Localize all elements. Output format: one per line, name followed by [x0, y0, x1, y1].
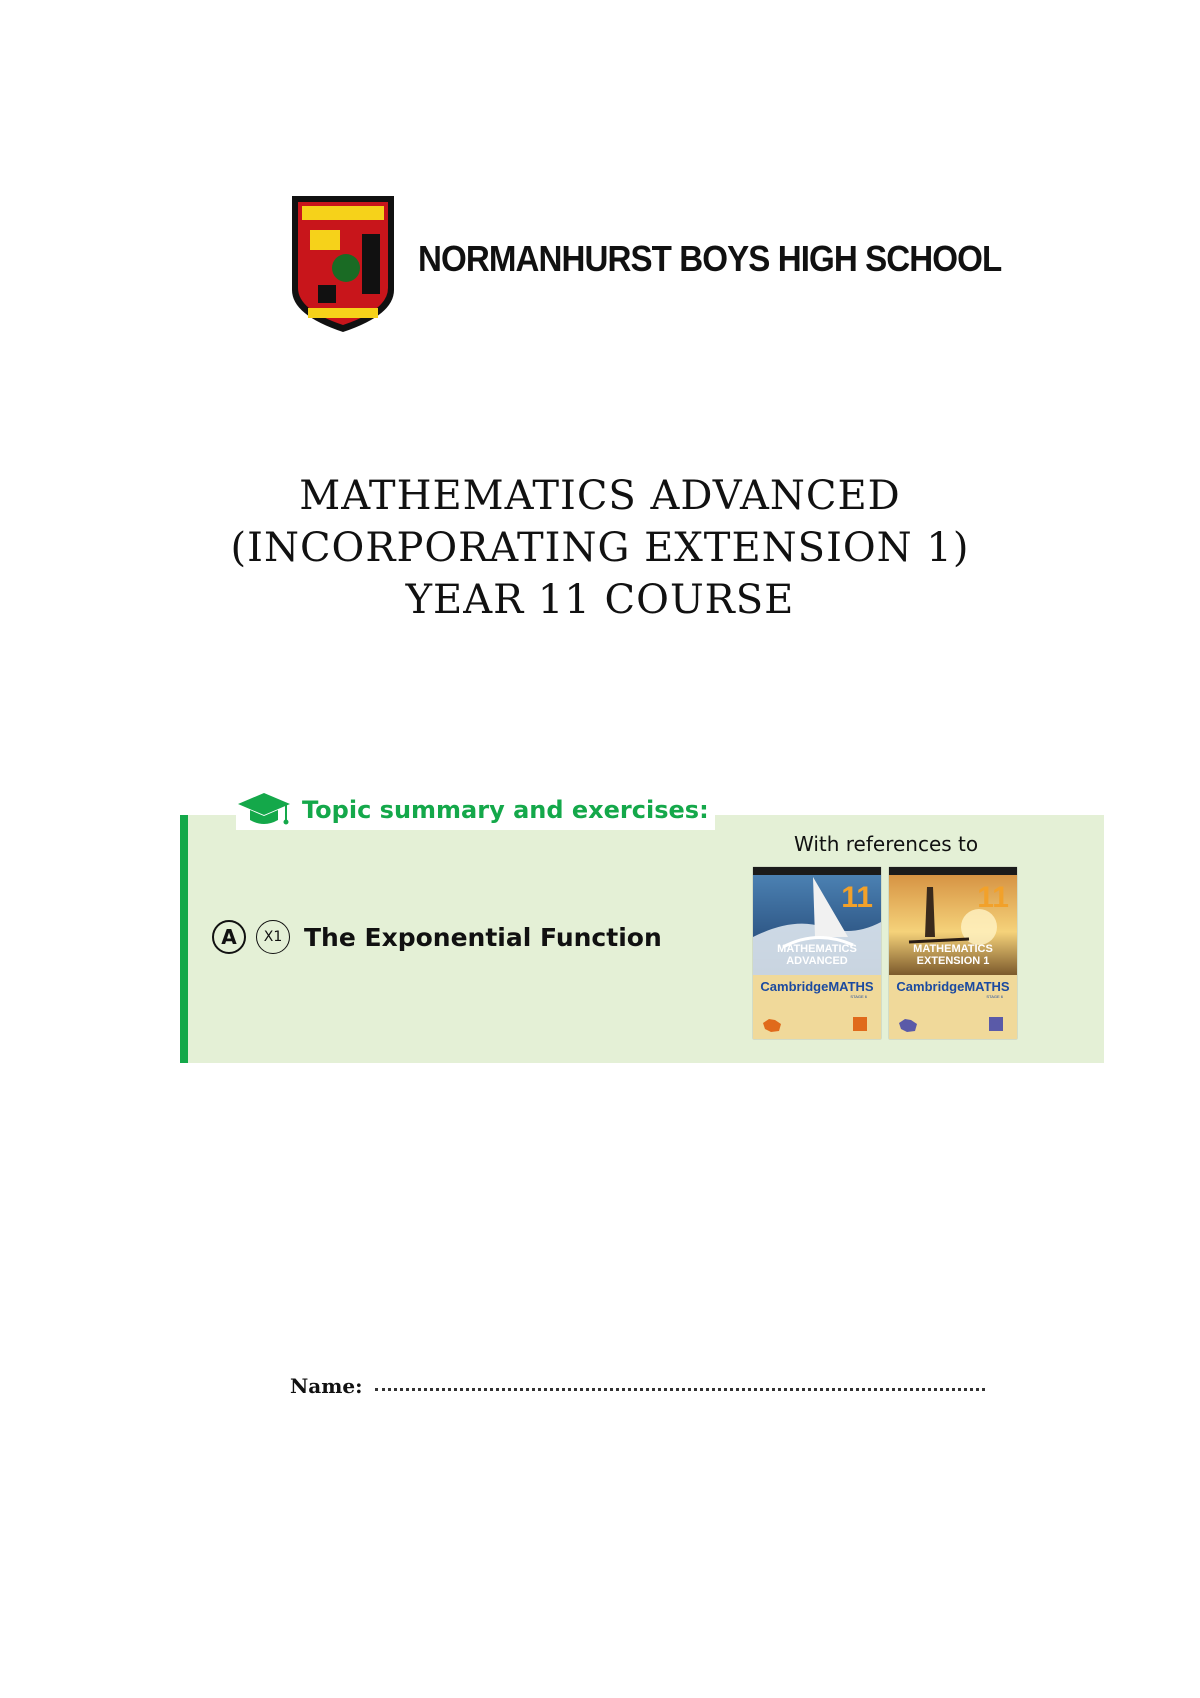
australia-map-icon — [761, 1017, 783, 1033]
book-series: CambridgeMATHS — [896, 979, 1010, 994]
document-title — [0, 470, 1200, 626]
title-line: (INCORPORATING EXTENSION 1) — [230, 525, 970, 571]
title-line: YEAR 11 COURSE — [405, 577, 795, 623]
title-line: MATHEMATICS ADVANCED — [299, 473, 901, 519]
publisher-mark-icon — [989, 1017, 1003, 1031]
school-name: NORMANHURST BOYS HIGH SCHOOL — [418, 238, 1002, 279]
book-title: MATHEMATICS ADVANCED — [777, 943, 857, 967]
graduation-cap-icon — [236, 790, 292, 830]
book-number: 11 — [841, 881, 873, 914]
book-stage: STAGE 6 — [986, 994, 1003, 999]
topic-summary-label: Topic summary and exercises: — [302, 796, 709, 824]
australia-map-icon — [897, 1017, 919, 1033]
book-stage: STAGE 6 — [850, 994, 867, 999]
book-cover-advanced — [753, 867, 881, 1039]
book-series: CambridgeMATHS — [760, 979, 874, 994]
topic-summary-heading — [236, 790, 715, 830]
extension1-badge: X1 — [256, 920, 290, 954]
book-title: MATHEMATICS EXTENSION 1 — [913, 943, 993, 967]
references-label: With references to — [794, 832, 979, 856]
name-field — [290, 1374, 985, 1398]
school-crest-logo — [288, 190, 398, 335]
name-entry-line[interactable] — [375, 1384, 985, 1391]
topic-entry — [212, 920, 662, 954]
advanced-badge: A — [212, 920, 246, 954]
book-cover-extension1 — [889, 867, 1017, 1039]
book-number: 11 — [977, 881, 1009, 914]
publisher-mark-icon — [853, 1017, 867, 1031]
name-label: Name: — [290, 1374, 363, 1398]
topic-title: The Exponential Function — [304, 922, 662, 952]
